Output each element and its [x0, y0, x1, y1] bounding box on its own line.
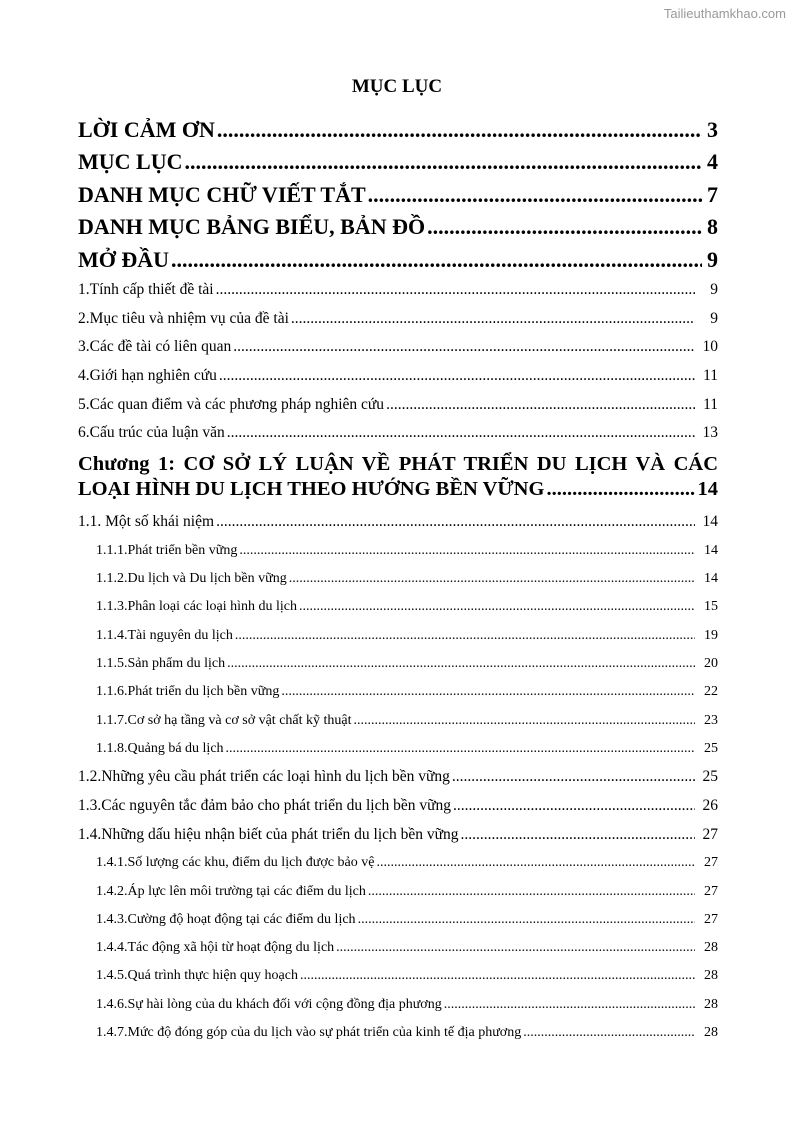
toc-page-number: 26 [702, 796, 718, 814]
dot-leader [452, 763, 695, 792]
dot-leader [336, 934, 695, 962]
toc-page-number: 9 [710, 280, 718, 298]
chapter-title-line2: LOẠI HÌNH DU LỊCH THEO HƯỚNG BỀN VỮNG [78, 478, 545, 501]
toc-page-number: 3 [707, 117, 718, 142]
dot-leader [386, 391, 695, 420]
dot-leader [227, 650, 695, 678]
toc-entry-section[interactable] [78, 333, 718, 362]
toc-entry-label: 1.1.1.Phát triển bền vững [96, 542, 238, 558]
dot-leader [226, 735, 695, 763]
toc-entry-label: 1.1.5.Sản phẩm du lịch [96, 655, 226, 671]
dot-leader [216, 508, 695, 537]
page-title: MỤC LỤC [351, 76, 443, 97]
toc-page-number: 25 [702, 768, 718, 786]
dot-leader [227, 419, 695, 448]
dot-leader [546, 477, 695, 502]
toc-entry-section[interactable] [78, 792, 718, 821]
toc-page-number: 7 [707, 181, 718, 207]
toc-entry-label: 1.4.2.Áp lực lên môi trường tại các điểm du lịch [96, 883, 366, 899]
toc-entry-section[interactable] [78, 276, 718, 305]
toc-entry-label: 1.1.6.Phát triển du lịch bền vững [96, 684, 280, 700]
dot-leader [453, 792, 695, 821]
dot-leader [444, 991, 695, 1019]
toc-entry-label: 1.4.5.Quá trình thực hiện quy hoạch [96, 968, 298, 984]
toc-page-number: 22 [704, 684, 718, 700]
toc-page-number: 11 [703, 367, 718, 385]
toc-entry-subsection[interactable] [78, 707, 718, 735]
toc-entry-label: 1.1.3.Phân loại các loại hình du lịch [96, 599, 298, 615]
dot-leader [185, 146, 703, 178]
toc-entry-section[interactable] [78, 305, 718, 334]
toc-entry-main[interactable] [78, 179, 718, 211]
dot-leader [216, 276, 695, 305]
toc-page-number: 11 [703, 395, 718, 413]
toc-entry-subsection[interactable] [78, 565, 718, 593]
dot-leader [281, 678, 695, 706]
toc-entry-section[interactable] [78, 508, 718, 537]
dot-leader [217, 114, 702, 146]
toc-entry-section[interactable] [78, 821, 718, 850]
toc-entry-label: MỤC LỤC [78, 149, 183, 175]
dot-leader [239, 537, 695, 565]
toc-entry-label: 1.4.Những dấu hiệu nhận biết của phát triển du lịch bền vững [78, 825, 459, 843]
toc-page-number: 9 [710, 309, 718, 327]
dot-leader [299, 593, 695, 621]
toc-page-number: 9 [707, 246, 718, 272]
toc-page-number: 28 [704, 1024, 718, 1040]
toc-entry-main[interactable] [78, 244, 718, 276]
toc-page-number: 14 [704, 542, 718, 558]
toc-entry-main[interactable] [78, 114, 718, 146]
dot-leader [461, 821, 695, 850]
dot-leader [300, 962, 695, 990]
toc-page-number: 10 [702, 338, 718, 356]
toc-page-number: 28 [704, 968, 718, 984]
dot-leader [233, 333, 695, 362]
toc-entry-subsection[interactable] [78, 593, 718, 621]
dot-leader [427, 211, 702, 243]
toc-entry-label: 1.1.4.Tài nguyên du lịch [96, 627, 233, 643]
dot-leader [171, 244, 702, 276]
toc-page-number: 27 [704, 855, 718, 871]
toc-entry-label: 1.3.Các nguyên tắc đảm bảo cho phát triển du lịch bền vững [78, 796, 451, 814]
toc-page-number: 15 [704, 599, 718, 615]
toc-page-number: 13 [702, 424, 718, 442]
toc-entry-main[interactable] [78, 211, 718, 243]
toc-entry-subsection[interactable] [78, 1019, 718, 1047]
dot-leader [358, 906, 695, 934]
toc-entry-label: LỜI CẢM ƠN [78, 117, 215, 142]
toc-entry-label: 3.Các đề tài có liên quan [78, 338, 232, 356]
toc-entry-label: 1.4.3.Cường độ hoạt động tại các điểm du lịch [96, 911, 356, 927]
toc-entry-label: 1.1.8.Quảng bá du lịch [96, 740, 224, 756]
toc-entry-section[interactable] [78, 391, 718, 420]
toc-entry-chapter[interactable] [78, 448, 718, 502]
toc-page-number: 28 [704, 996, 718, 1012]
toc-entry-label: DANH MỤC CHỮ VIẾT TẮT [78, 181, 366, 207]
toc-entry-subsection[interactable] [78, 622, 718, 650]
toc-entry-label: 1.1.7.Cơ sở hạ tầng và cơ sở vật chất kỹ thuật [96, 712, 352, 728]
watermark: Tailieuthamkhao.com [663, 6, 786, 21]
toc-entry-label: DANH MỤC BẢNG BIỂU, BẢN ĐỒ [78, 214, 426, 240]
table-of-contents [78, 114, 718, 1047]
toc-entry-main[interactable] [78, 146, 718, 178]
toc-entry-label: 1.4.1.Số lượng các khu, điểm du lịch được bảo vệ [96, 855, 375, 871]
toc-entry-label: 1.4.7.Mức độ đóng góp của du lịch vào sự phát triển của kinh tế địa phương [96, 1024, 522, 1040]
toc-page-number: 14 [702, 513, 718, 531]
dot-leader [368, 179, 702, 211]
dot-leader [235, 622, 695, 650]
toc-page-number: 14 [704, 571, 718, 587]
toc-entry-label: MỞ ĐẦU [78, 246, 170, 272]
toc-page-number: 25 [704, 740, 718, 756]
dot-leader [291, 305, 695, 334]
chapter-title-line1: Chương 1: CƠ SỞ LÝ LUẬN VỀ PHÁT TRIỂN DU LỊCH VÀ CÁC [78, 453, 718, 476]
toc-entry-label: 1.1. Một số khái niệm [78, 513, 215, 531]
toc-page-number: 8 [707, 214, 718, 240]
dot-leader [289, 565, 695, 593]
toc-entry-subsection[interactable] [78, 537, 718, 565]
toc-entry-label: 1.2.Những yêu cầu phát triển các loại hình du lịch bền vững [78, 768, 450, 786]
toc-page-number: 27 [702, 825, 718, 843]
toc-entry-label: 1.4.6.Sự hài lòng của du khách đối với cộng đồng địa phương [96, 996, 442, 1012]
toc-page-number: 23 [704, 712, 718, 728]
toc-entry-subsection[interactable] [78, 678, 718, 706]
toc-entry-label: 1.Tính cấp thiết đề tài [78, 280, 214, 298]
toc-entry-subsection[interactable] [78, 962, 718, 990]
dot-leader [523, 1019, 695, 1047]
toc-entry-subsection[interactable] [78, 849, 718, 877]
toc-page-number: 4 [707, 149, 718, 175]
dot-leader [354, 707, 695, 735]
toc-page-number: 27 [704, 883, 718, 899]
dot-leader [219, 362, 695, 391]
toc-page-number: 27 [704, 911, 718, 927]
dot-leader [368, 878, 695, 906]
toc-entry-section[interactable] [78, 362, 718, 391]
toc-page-number: 28 [704, 940, 718, 956]
toc-page-number: 14 [697, 478, 718, 501]
toc-entry-subsection[interactable] [78, 878, 718, 906]
toc-entry-subsection[interactable] [78, 906, 718, 934]
toc-entry-label: 6.Cấu trúc của luận văn [78, 424, 225, 442]
toc-entry-subsection[interactable] [78, 735, 718, 763]
dot-leader [376, 849, 695, 877]
toc-entry-subsection[interactable] [78, 934, 718, 962]
toc-entry-label: 5.Các quan điểm và các phương pháp nghiên cứu [78, 395, 385, 413]
toc-entry-subsection[interactable] [78, 991, 718, 1019]
toc-page-number: 19 [704, 627, 718, 643]
toc-entry-subsection[interactable] [78, 650, 718, 678]
toc-entry-label: 4.Giới hạn nghiên cứu [78, 367, 217, 385]
toc-page-number: 20 [704, 655, 718, 671]
toc-entry-label: 1.1.2.Du lịch và Du lịch bền vững [96, 571, 287, 587]
toc-entry-section[interactable] [78, 419, 718, 448]
toc-entry-label: 2.Mục tiêu và nhiệm vụ của đề tài [78, 309, 289, 327]
toc-entry-section[interactable] [78, 763, 718, 792]
toc-entry-label: 1.4.4.Tác động xã hội từ hoạt động du lịch [96, 940, 335, 956]
